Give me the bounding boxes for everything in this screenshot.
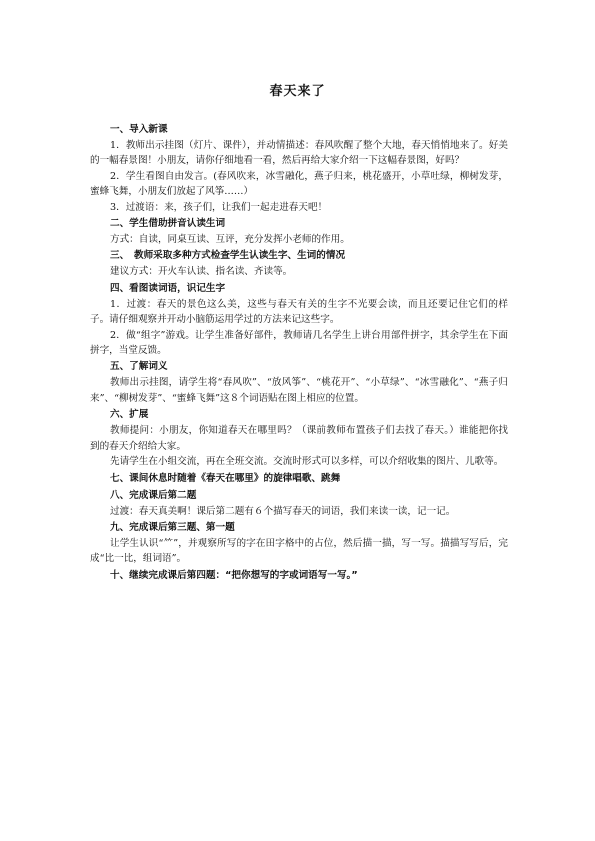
section — [90, 280, 508, 359]
section — [90, 247, 508, 279]
section-heading: 六、扩展 — [110, 409, 149, 421]
paragraph: 方式：自读，同桌互读、互评，充分发挥小老师的作用。 — [110, 234, 350, 246]
paragraph: 教师出示挂图，请学生将“春风吹”、“放风筝”、“桃花开”、“小草绿”、“冰雪融化”、“燕子归来”、“柳树发芽”、“蜜蜂飞舞”这８个词语贴在图上相应的位置。 — [90, 377, 508, 404]
section-heading: 五、了解词义 — [110, 361, 168, 373]
document-body — [90, 121, 508, 584]
section — [90, 487, 508, 519]
section-heading: 九、完成课后第三题、第一题 — [110, 521, 235, 533]
section — [90, 406, 508, 469]
section-heading: 八、完成课后第二题 — [110, 489, 197, 501]
section-heading: 三、 教师采取多种方式检查学生认读生字、生词的情况 — [110, 250, 346, 262]
section — [90, 519, 508, 567]
section — [90, 470, 508, 487]
paragraph: 1．教师出示挂图（灯片、课件），并动情描述：春风吹醒了整个大地，春天悄悄地来了。好美的一幅春景图！小朋友，请你仔细地看一看，然后再给大家介绍一下这幅春景图，好吗？ — [90, 140, 508, 167]
paragraph: 3．过渡语：来，孩子们，让我们一起走进春天吧！ — [110, 201, 328, 213]
paragraph: 2．做“组字”游戏。让学生准备好部件，教师请几名学生上讲台用部件拼字，其余学生在下面拼字，当堂反馈。 — [90, 329, 508, 357]
section-heading: 十、继续完成课后第四题：“把你想写的字或词语写一写。” — [110, 569, 358, 581]
paragraph: 让学生认识“⺮”，并观察所写的字在田字格中的占位，然后描一描，写一写。描描写写后，完成“比一比，组词语”。 — [90, 537, 508, 565]
section — [90, 121, 508, 215]
paragraph: 1．过渡：春天的景色这么美，这些与春天有关的生字不光要会读，而且还要记住它们的样子。请仔细观察并开动小脑筋运用学过的方法来记这些字。 — [90, 298, 508, 326]
paragraph: 建议方式：开火车认读、指名读、齐读等。 — [110, 266, 293, 278]
paragraph: 先请学生在小组交流，再在全班交流。交流时形式可以多样，可以介绍收集的图片、儿歌等。 — [110, 456, 504, 468]
document-title: 春天来了 — [269, 84, 326, 99]
paragraph: 2．学生看图自由发言。(春风吹来，冰雪融化，燕子归来，桃花盛开，小草吐绿，柳树发芽，蜜蜂飞舞，小朋友们放起了风筝……） — [90, 170, 508, 198]
section-heading: 七、课间休息时随着《春天在哪里》的旋律唱歌、跳舞 — [110, 472, 341, 484]
paragraph: 过渡：春天真美啊！课后第二题有６个描写春天的词语，我们来读一读，记一记。 — [110, 505, 456, 517]
section-heading: 二、学生借助拼音认读生词 — [110, 218, 226, 230]
section-heading: 四、看图读词语，识记生字 — [110, 282, 226, 294]
paragraph: 教师提问：小朋友，你知道春天在哪里吗？（课前教师布置孩子们去找了春天。）谁能把你找到的春天介绍给大家。 — [90, 425, 508, 452]
section — [90, 567, 508, 584]
section-heading: 一、导入新课 — [110, 124, 168, 135]
section — [90, 358, 508, 406]
section — [90, 215, 508, 247]
